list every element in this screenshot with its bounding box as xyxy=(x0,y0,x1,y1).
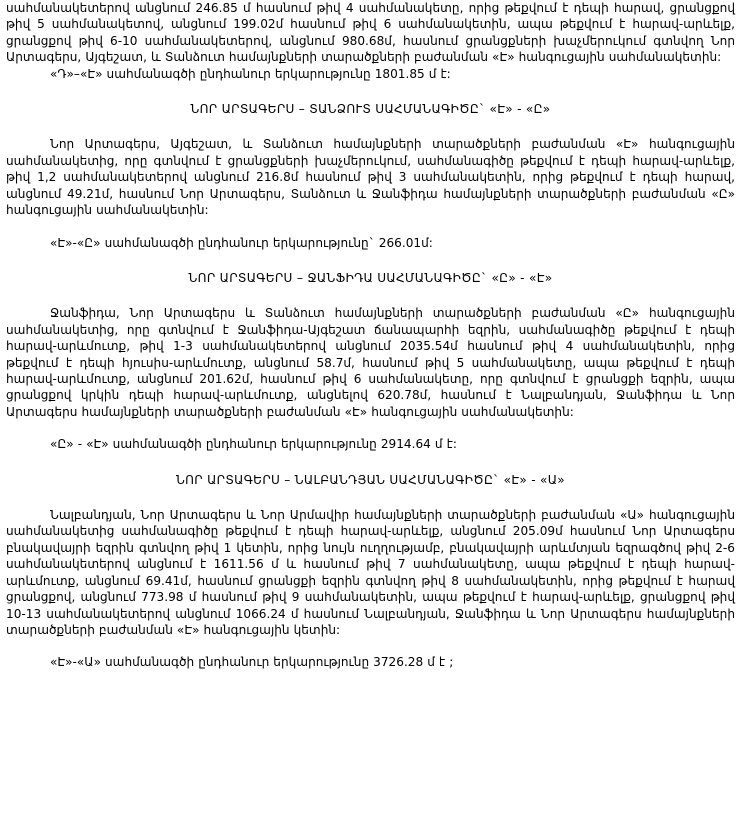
spacer xyxy=(6,286,735,305)
paragraph-border-e-to-y: Նոր Արտագերս, Այգեշատ, և Տանձուտ համայնքների տարածքների բաժանման «Է» հանգուցային սահմանակետից, որը գտնվում է ցրանցքների խաչմերուկում, սահմանագիծը թեքվում է դեպի հարավ-արևելք, թիվ 1,2 սահմանակետերով անցնում 216.8մ հասնում թիվ 3 սահմանակետին, որից թեքվում է դեպի հարավ, անցնում 49.21մ, հասնում Նոր Արտագերս, Տանձուտ և Ջանֆիդա համայնքների տարածքների բաժանման «Ը» հանգուցային սահմանակետին: xyxy=(6,137,735,218)
paragraph-continuation-intro: սահմանակետերով անցնում 246.85 մ հասնում թիվ 4 սահմանակետը, որից թեքվում է դեպի հարավ, ցրանցքով թիվ 5 սահմանակետով, անցնում 199.02մ հասնում թիվ 6 սահմանակետին, ապա թեքվում է հարավ-արևելք, ցրանցքով թիվ 6-10 սահմանակետերով, անցնում 980.68մ, հասնում ցրանցքների խաչմերուկում գտնվող Նոր Արտագերս, Այգեշատ, և Տանձուտ համայնքների տարածքների բաժանման «Է» հանգուցային սահմանակետին: xyxy=(6,1,735,65)
spacer xyxy=(6,82,735,101)
paragraph-border-e-to-a: Նալբանդյան, Նոր Արտագերս և Նոր Արմավիր համայնքների տարածքների բաժանման «Ա» հանգուցային սահմանակետից սահմանագիծը թեքվում է դեպի հարավ-արևելք, անցնում 205.09մ հասնում Նոր Արտագերս բնակավայրի եզրին գտնվող թիվ 1 կետին, որից նույն ուղղությամբ, բնակավայրի արևմտյան եզրագծով թիվ 2-6 սահմանակետերով անցնում է 1611.56 մ և հասնում թիվ 7 սահմանակետը, ապա թեքվում է դեպի հարավ-արևմուտք, անցնում 69.41մ, հասնում ցրանցքի եզրին գտնվող թիվ 8 սահմանակետին, որից թեքվում է հարավ ցրանցքով, անցնում 773.98 մ հասնում թիվ 9 սահմանակետին, ապա թեքվում է հարավ-արևելք, ցրանցքով թիվ 10-13 սահմանակետերով անցնում 1066.24 մ հասնում Նալբանդյան, Ջանֆիդա և Նոր Արտագերս համայնքների տարածքների բաժանման «Է» հանգուցային կետին: xyxy=(6,508,735,637)
spacer xyxy=(6,219,735,235)
paragraph-border-y-to-e: Ջանֆիդա, Նոր Արտագերս և Տանձուտ համայնքների տարածքների բաժանման «Ը» հանգուցային սահմանակետից, որը գտնվում է Ջանֆիդա-Այգեշատ ճանապարհի եզրին, սահմանագիծը թեքվում է դեպի հարավ-արևմուտք, թիվ 1-3 սահմանակետերով անցնում 2035.54մ հասնում թիվ 4 սահմանակետին, որից թեքվում է դեպի հյուսիս-արևմուտք, անցնում 58.7մ, հասնում թիվ 5 սահմանակետը, ապա թեքվում է դեպի հարավ-արևմուտք, անցնում 201.62մ, հասնում թիվ 6 սահմանակետը, որը գտնվում է ցրանցքի եզրին, ապա ցրանցքով կրկին դեպի հարավ-արևմուտք, անցնելով 620.78մ, հասնում է Նալբանդյան, Ջանֆիդա և Նոր Արտագերս համայնքների տարածքների բաժանման «Է» հանգուցային սահմանակետին: xyxy=(6,306,735,419)
spacer xyxy=(6,488,735,507)
spacer xyxy=(6,420,735,436)
section-heading-nor-artagers-nalbandyan: ՆՈՐ ԱՐՏԱԳԵՐՍ – ՆԱԼԲԱՆԴՅԱՆ ՍԱՀՄԱՆԱԳԻԾԸ` «Է» - «Ա» xyxy=(176,472,565,487)
paragraph-length-y-e: «Ը» - «Է» սահմանագծի ընդհանուր երկարությունը 2914.64 մ է: xyxy=(50,437,457,452)
spacer xyxy=(6,453,735,472)
paragraph-length-e-a: «Է»-«Ա» սահմանագծի ընդհանուր երկարությունը 3726.28 մ է ; xyxy=(50,655,454,670)
paragraph-length-d-e: «Դ»–«Է» սահմանագծի ընդհանուր երկարությունը 1801.85 մ է: xyxy=(50,66,451,81)
spacer xyxy=(6,638,735,654)
spacer xyxy=(6,251,735,270)
paragraph-length-e-y: «Է»-«Ը» սահմանագծի ընդհանուր երկարությունը` 266.01մ: xyxy=(50,235,433,250)
section-heading-nor-artagers-janfida: ՆՈՐ ԱՐՏԱԳԵՐՍ – ՋԱՆՖԻԴԱ ՍԱՀՄԱՆԱԳԻԾԸ` «Ը» - «Է» xyxy=(188,270,553,285)
section-heading-nor-artagers-tandzut: ՆՈՐ ԱՐՏԱԳԵՐՍ – ՏԱՆՁՈՒՏ ՍԱՀՄԱՆԱԳԻԾԸ` «Է» - «Ը» xyxy=(190,102,551,117)
spacer xyxy=(6,117,735,136)
